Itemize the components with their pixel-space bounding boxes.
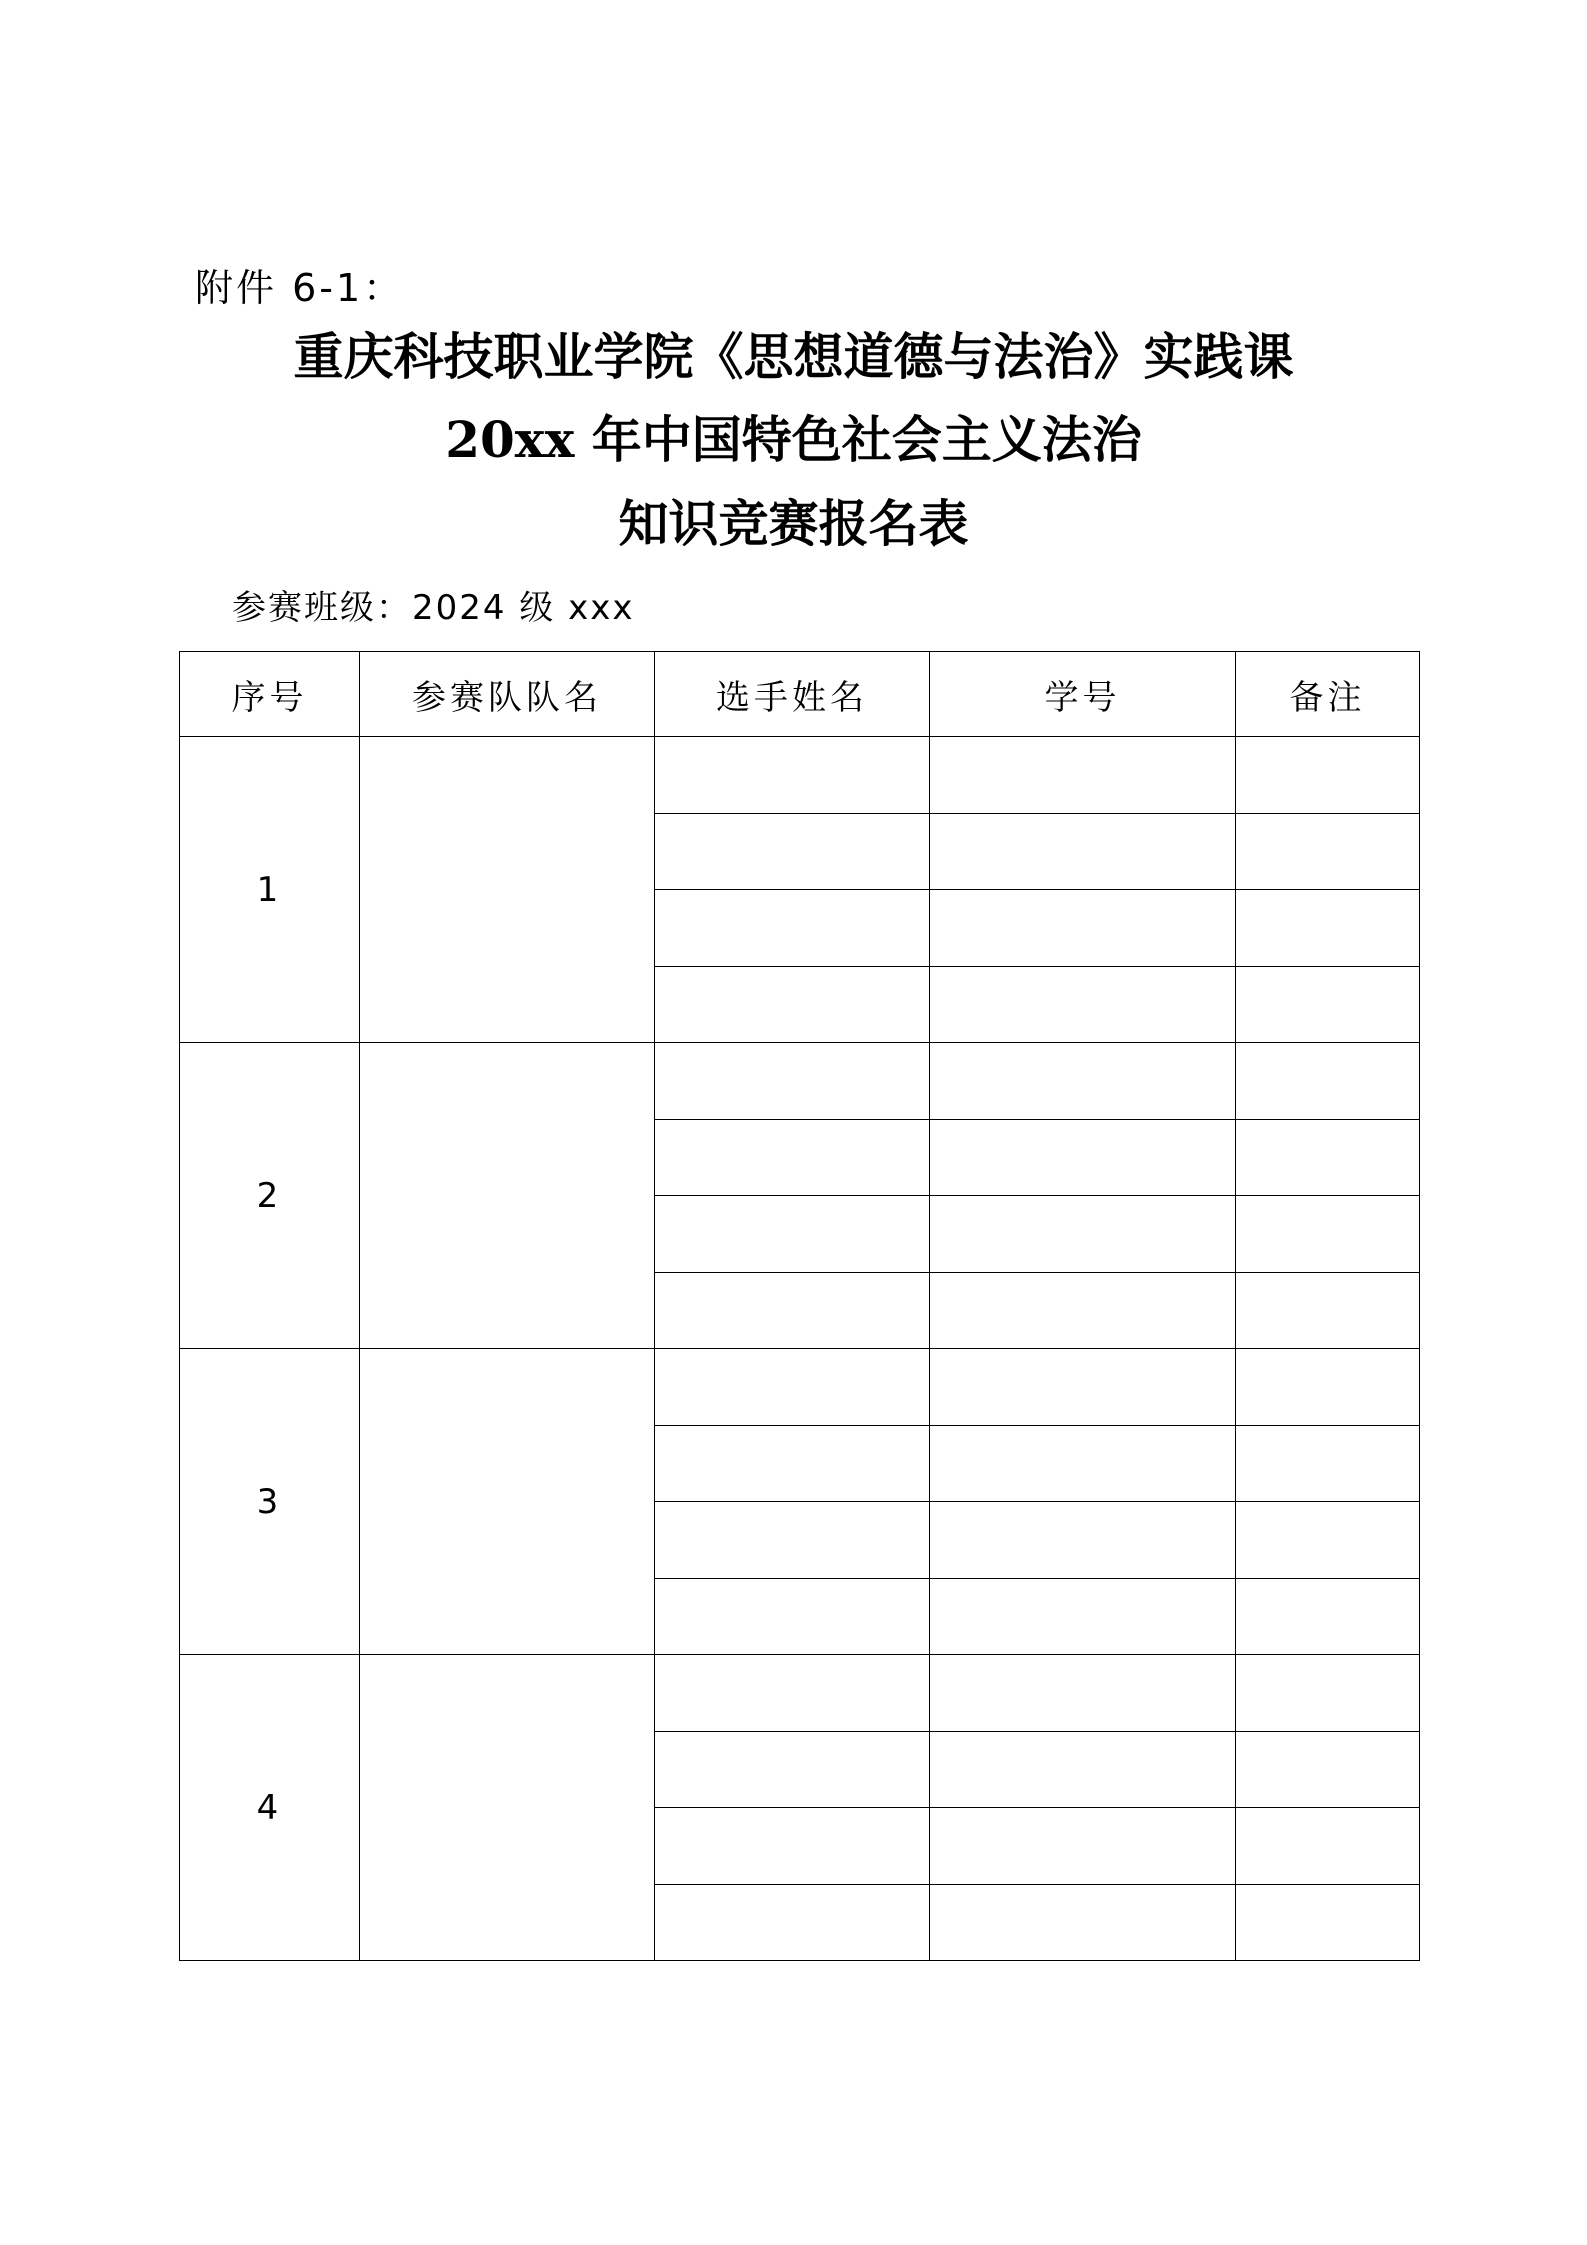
student-id-cell[interactable]	[930, 813, 1236, 890]
team-name-cell[interactable]	[360, 737, 655, 1043]
remarks-cell[interactable]	[1236, 1043, 1420, 1120]
team-name-cell[interactable]	[360, 1655, 655, 1961]
student-id-cell[interactable]	[930, 1196, 1236, 1273]
student-id-cell[interactable]	[930, 1808, 1236, 1885]
player-name-cell[interactable]	[655, 1655, 930, 1732]
remarks-cell[interactable]	[1236, 1808, 1420, 1885]
team-name-cell[interactable]	[360, 1349, 655, 1655]
remarks-cell[interactable]	[1236, 1731, 1420, 1808]
student-id-cell[interactable]	[930, 890, 1236, 967]
student-id-cell[interactable]	[930, 1502, 1236, 1579]
remarks-cell[interactable]	[1236, 1425, 1420, 1502]
seq-cell: 4	[180, 1655, 360, 1961]
student-id-cell[interactable]	[930, 1043, 1236, 1120]
header-team-name: 参赛队队名	[360, 652, 655, 737]
remarks-cell[interactable]	[1236, 890, 1420, 967]
student-id-cell[interactable]	[930, 1119, 1236, 1196]
student-id-cell[interactable]	[930, 1578, 1236, 1655]
table-row	[180, 737, 1420, 814]
table-row	[180, 1043, 1420, 1120]
remarks-cell[interactable]	[1236, 737, 1420, 814]
table-row	[180, 1655, 1420, 1732]
registration-table	[179, 651, 1420, 1961]
player-name-cell[interactable]	[655, 890, 930, 967]
student-id-cell[interactable]	[930, 1731, 1236, 1808]
remarks-cell[interactable]	[1236, 1502, 1420, 1579]
student-id-cell[interactable]	[930, 1884, 1236, 1961]
player-name-cell[interactable]	[655, 1502, 930, 1579]
seq-cell: 2	[180, 1043, 360, 1349]
class-line: 参赛班级：2024 级 xxx	[232, 588, 635, 628]
player-name-cell[interactable]	[655, 1272, 930, 1349]
header-remarks: 备注	[1236, 652, 1420, 737]
seq-cell: 1	[180, 737, 360, 1043]
header-seq: 序号	[180, 652, 360, 737]
player-name-cell[interactable]	[655, 1731, 930, 1808]
remarks-cell[interactable]	[1236, 1119, 1420, 1196]
student-id-cell[interactable]	[930, 1349, 1236, 1426]
player-name-cell[interactable]	[655, 1119, 930, 1196]
remarks-cell[interactable]	[1236, 1884, 1420, 1961]
remarks-cell[interactable]	[1236, 1272, 1420, 1349]
header-student-id: 学号	[930, 652, 1236, 737]
table-row	[180, 1349, 1420, 1426]
team-name-cell[interactable]	[360, 1043, 655, 1349]
remarks-cell[interactable]	[1236, 813, 1420, 890]
title-line-2: 20xx 年中国特色社会主义法治	[445, 410, 1142, 469]
student-id-cell[interactable]	[930, 1655, 1236, 1732]
student-id-cell[interactable]	[930, 737, 1236, 814]
player-name-cell[interactable]	[655, 1043, 930, 1120]
player-name-cell[interactable]	[655, 1425, 930, 1502]
remarks-cell[interactable]	[1236, 1196, 1420, 1273]
student-id-cell[interactable]	[930, 966, 1236, 1043]
player-name-cell[interactable]	[655, 1196, 930, 1273]
title-line-3: 知识竞赛报名表	[618, 494, 969, 553]
seq-cell: 3	[180, 1349, 360, 1655]
player-name-cell[interactable]	[655, 737, 930, 814]
title-line-1: 重庆科技职业学院《思想道德与法治》实践课	[293, 327, 1294, 386]
header-player-name: 选手姓名	[655, 652, 930, 737]
player-name-cell[interactable]	[655, 966, 930, 1043]
player-name-cell[interactable]	[655, 1884, 930, 1961]
table-header-row	[180, 652, 1420, 737]
remarks-cell[interactable]	[1236, 1349, 1420, 1426]
remarks-cell[interactable]	[1236, 966, 1420, 1043]
player-name-cell[interactable]	[655, 1349, 930, 1426]
attachment-label: 附件 6-1：	[195, 266, 405, 310]
player-name-cell[interactable]	[655, 1578, 930, 1655]
player-name-cell[interactable]	[655, 1808, 930, 1885]
student-id-cell[interactable]	[930, 1272, 1236, 1349]
remarks-cell[interactable]	[1236, 1655, 1420, 1732]
student-id-cell[interactable]	[930, 1425, 1236, 1502]
remarks-cell[interactable]	[1236, 1578, 1420, 1655]
player-name-cell[interactable]	[655, 813, 930, 890]
